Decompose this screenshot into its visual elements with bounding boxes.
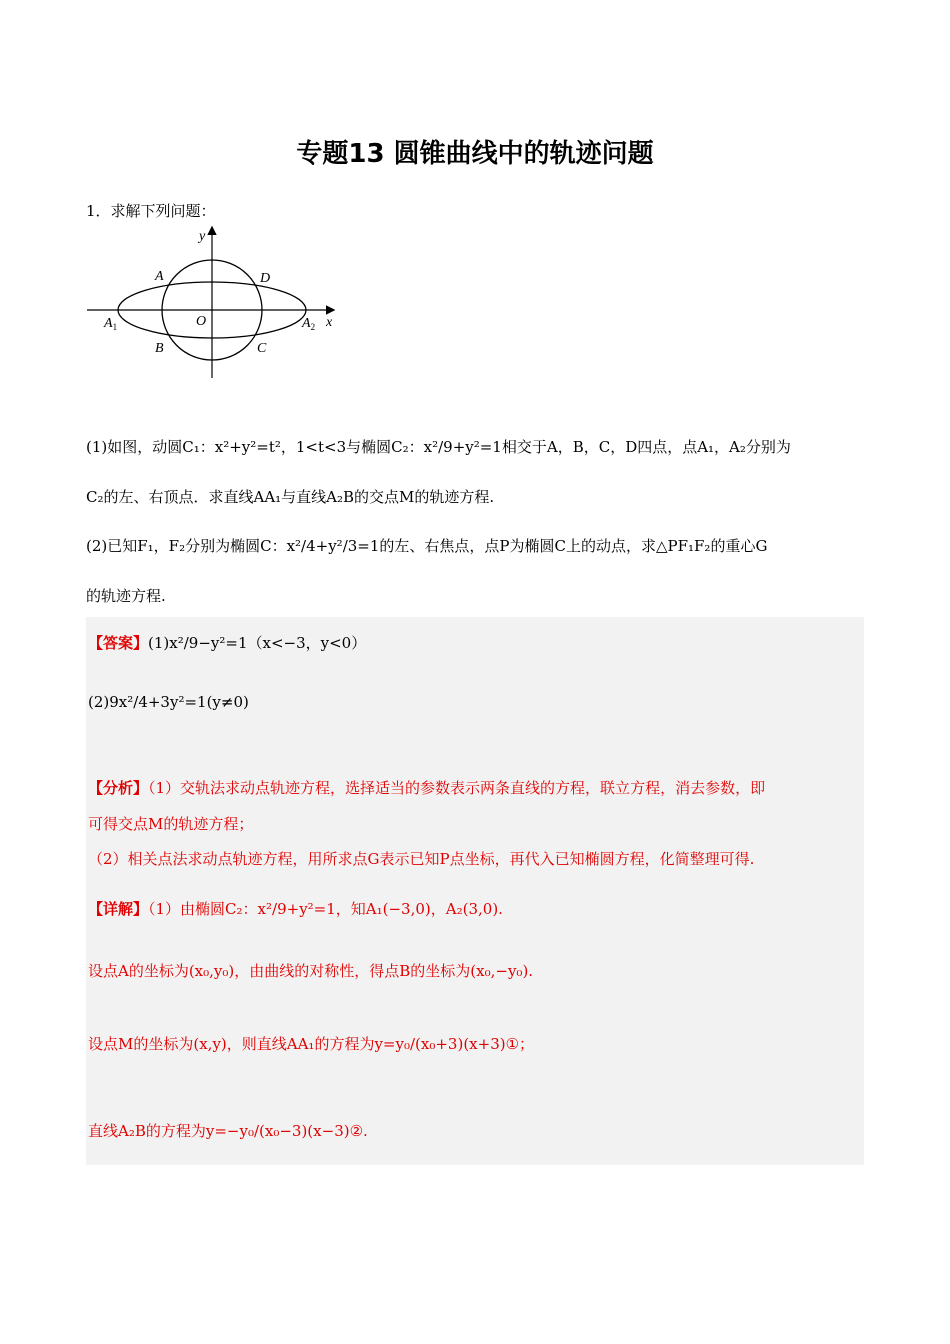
label-a: A <box>155 269 164 284</box>
label-b: B <box>155 341 164 356</box>
conic-figure <box>85 222 345 382</box>
problem-part2-line2: 的轨迹方程. <box>86 587 166 605</box>
detail-1: （1）由椭圆C₂：x²/9+y²=1，知A₁(−3,0)，A₂(3,0). <box>148 900 503 918</box>
detail-4: 直线A₂B的方程为y=−y₀/(x₀−3)(x−3)②. <box>88 1122 368 1140</box>
problem-number: 1．求解下列问题： <box>86 202 216 220</box>
analysis-tag: 【分析】 <box>88 779 149 797</box>
problem-part1-line1: (1)如图，动圆C₁：x²+y²=t²，1<t<3与椭圆C₂：x²/9+y²=1相交于A，B，C，D四点，点A₁，A₂分别为 <box>86 438 791 456</box>
answer-tag: 【答案】 <box>88 634 149 652</box>
detail-2: 设点A的坐标为(x₀,y₀)，由曲线的对称性，得点B的坐标为(x₀,−y₀). <box>88 962 534 980</box>
label-o: O <box>196 314 207 329</box>
answer-2: (2)9x²/4+3y²=1(y≠0) <box>88 693 249 711</box>
page-title: 专题13 圆锥曲线中的轨迹问题 <box>296 139 654 169</box>
label-y: y <box>199 229 206 244</box>
label-a1: $A_1$ <box>104 316 118 332</box>
label-c: C <box>257 341 267 356</box>
problem-part1-line2: C₂的左、右顶点．求直线AA₁与直线A₂B的交点M的轨迹方程. <box>86 488 495 506</box>
analysis-2: 可得交点M的轨迹方程； <box>88 815 254 833</box>
label-d: D <box>260 271 271 286</box>
analysis-1: （1）交轨法求动点轨迹方程，选择适当的参数表示两条直线的方程，联立方程，消去参数，即 <box>148 779 766 797</box>
problem-part2-line1: (2)已知F₁，F₂分别为椭圆C：x²/4+y²/3=1的左、右焦点，点P为椭圆C上的动点，求△PF₁F₂的重心G <box>86 537 768 555</box>
detail-tag: 【详解】 <box>88 900 149 918</box>
answer-1: (1)x²/9−y²=1（x<−3，y<0） <box>148 634 367 652</box>
label-x: x <box>326 315 333 330</box>
analysis-line1 <box>88 777 765 798</box>
detail-line1 <box>88 898 503 919</box>
detail-3: 设点M的坐标为(x,y)，则直线AA₁的方程为y=y₀/(x₀+3)(x+3)①； <box>88 1035 535 1053</box>
label-a2: $A_2$ <box>302 316 316 332</box>
analysis-3: （2）相关点法求动点轨迹方程，用所求点G表示已知P点坐标，再代入已知椭圆方程，化简整理可得. <box>88 850 755 868</box>
answer-line1 <box>88 632 366 653</box>
